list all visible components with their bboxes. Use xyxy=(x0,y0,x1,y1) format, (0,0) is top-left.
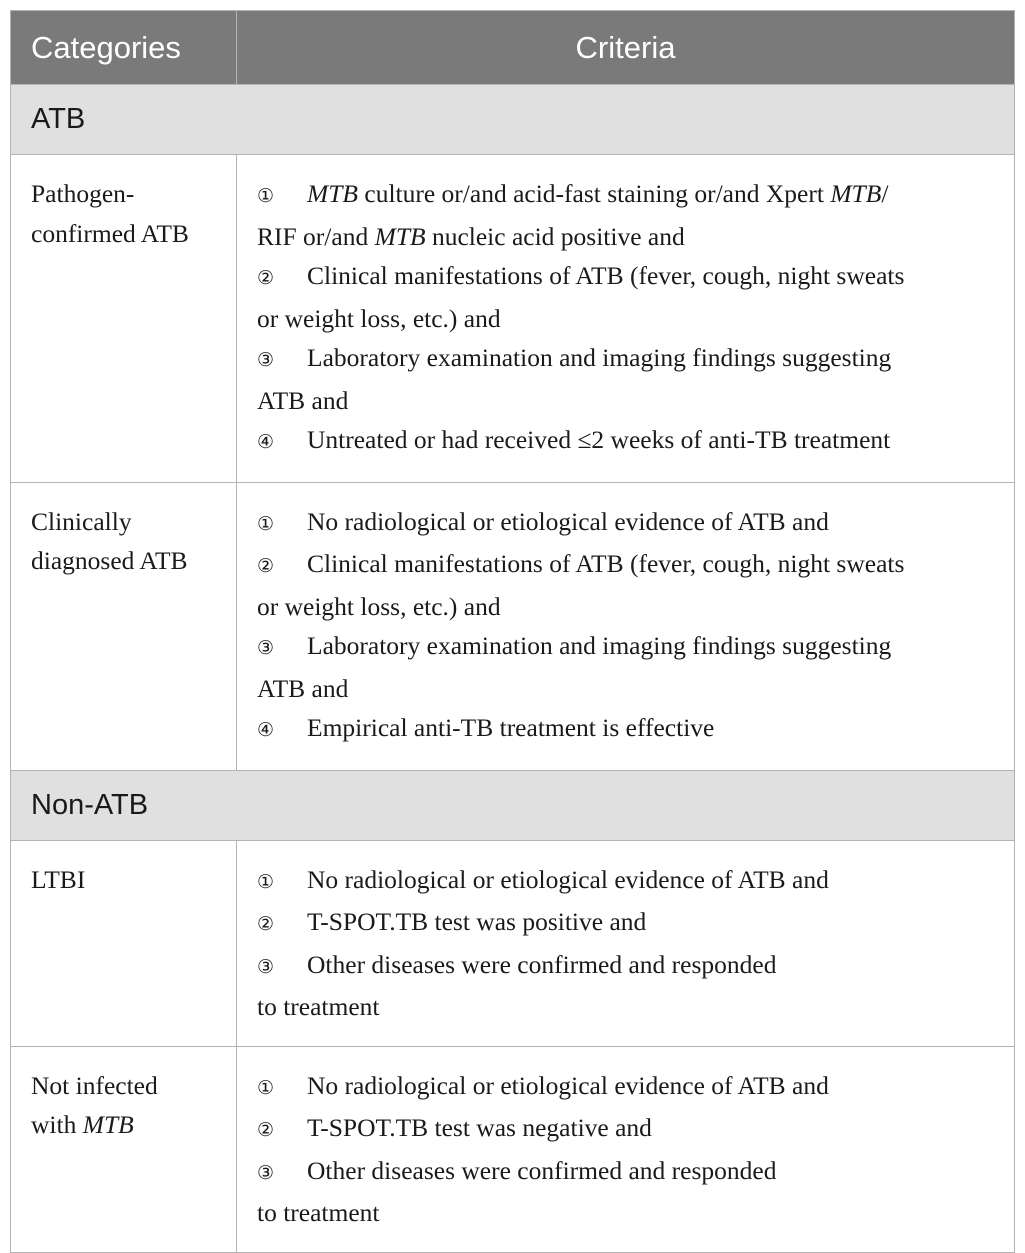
circled-number: ③ xyxy=(257,349,275,371)
section-title: Non-ATB xyxy=(11,770,1015,840)
category-line: LTBI xyxy=(31,864,86,894)
criteria-table xyxy=(10,10,1015,1253)
section-row-atb xyxy=(11,85,1015,155)
italic-term: MTB xyxy=(307,179,358,208)
criterion-line: ③ Other diseases were confirmed and responded xyxy=(257,945,1002,988)
circled-number: ④ xyxy=(257,431,275,453)
category-line: confirmed ATB xyxy=(31,218,189,248)
criterion-line: ① MTB culture or/and acid-fast staining or/and Xpert MTB/ xyxy=(257,174,1002,217)
criterion-line: ② T-SPOT.TB test was negative and xyxy=(257,1108,1002,1151)
criterion-line: RIF or/and MTB nucleic acid positive and xyxy=(257,221,685,251)
circled-number: ① xyxy=(257,185,275,207)
category-line: Not infected xyxy=(31,1070,158,1100)
criterion-line: or weight loss, etc.) and xyxy=(257,303,501,333)
criteria-cell xyxy=(237,482,1015,770)
category-line: Pathogen- xyxy=(31,179,135,208)
criterion-line: ② Clinical manifestations of ATB (fever, cough, night sweats xyxy=(257,544,1002,587)
criterion-line: to treatment xyxy=(257,1198,380,1227)
header-row xyxy=(11,11,1015,85)
criteria-cell xyxy=(237,1046,1015,1252)
criterion-line: to treatment xyxy=(257,992,380,1021)
table-row xyxy=(11,482,1015,770)
circled-number: ③ xyxy=(257,955,275,978)
circled-number: ② xyxy=(257,1119,275,1141)
category-line: with MTB xyxy=(31,1110,134,1139)
table-row xyxy=(11,840,1015,1046)
header-criteria: Criteria xyxy=(237,11,1015,85)
circled-number: ② xyxy=(257,913,275,935)
italic-term: MTB xyxy=(374,221,426,251)
section-title: ATB xyxy=(11,85,1015,155)
category-cell xyxy=(11,482,237,770)
italic-term: MTB xyxy=(830,179,882,208)
category-cell xyxy=(11,1046,237,1252)
category-cell xyxy=(11,155,237,483)
circled-number: ③ xyxy=(257,1161,275,1184)
criterion-line: ① No radiological or etiological evidence of ATB and xyxy=(257,502,1002,545)
italic-term: MTB xyxy=(82,1110,134,1139)
circled-number: ① xyxy=(257,1076,275,1099)
section-row-non-atb xyxy=(11,770,1015,840)
criterion-line: ① No radiological or etiological evidence of ATB and xyxy=(257,1066,1002,1109)
criteria-cell xyxy=(237,840,1015,1046)
criteria-cell xyxy=(237,155,1015,483)
circled-number: ③ xyxy=(257,637,275,659)
category-line: Clinically xyxy=(31,506,132,536)
criterion-line: ③ Other diseases were confirmed and responded xyxy=(257,1151,1002,1194)
circled-number: ① xyxy=(257,512,275,535)
criterion-line: ③ Laboratory examination and imaging findings suggesting xyxy=(257,626,1002,669)
criterion-line: ATB and xyxy=(257,385,349,415)
table-row xyxy=(11,155,1015,483)
header-categories: Categories xyxy=(11,11,237,85)
category-line: diagnosed ATB xyxy=(31,546,188,575)
criterion-line: or weight loss, etc.) and xyxy=(257,591,501,621)
circled-number: ② xyxy=(257,267,275,289)
criterion-line: ④ Untreated or had received ≤2 weeks of anti-TB treatment xyxy=(257,420,1002,463)
circled-number: ① xyxy=(257,870,275,893)
table-row xyxy=(11,1046,1015,1252)
criterion-line: ② Clinical manifestations of ATB (fever, cough, night sweats xyxy=(257,256,1002,299)
criterion-line: ATB and xyxy=(257,673,349,703)
criterion-line: ① No radiological or etiological evidence of ATB and xyxy=(257,860,1002,903)
criterion-line: ② T-SPOT.TB test was positive and xyxy=(257,902,1002,945)
category-cell xyxy=(11,840,237,1046)
circled-number: ② xyxy=(257,555,275,577)
criterion-line: ③ Laboratory examination and imaging findings suggesting xyxy=(257,338,1002,381)
circled-number: ④ xyxy=(257,719,275,741)
criterion-line: ④ Empirical anti-TB treatment is effective xyxy=(257,708,1002,751)
